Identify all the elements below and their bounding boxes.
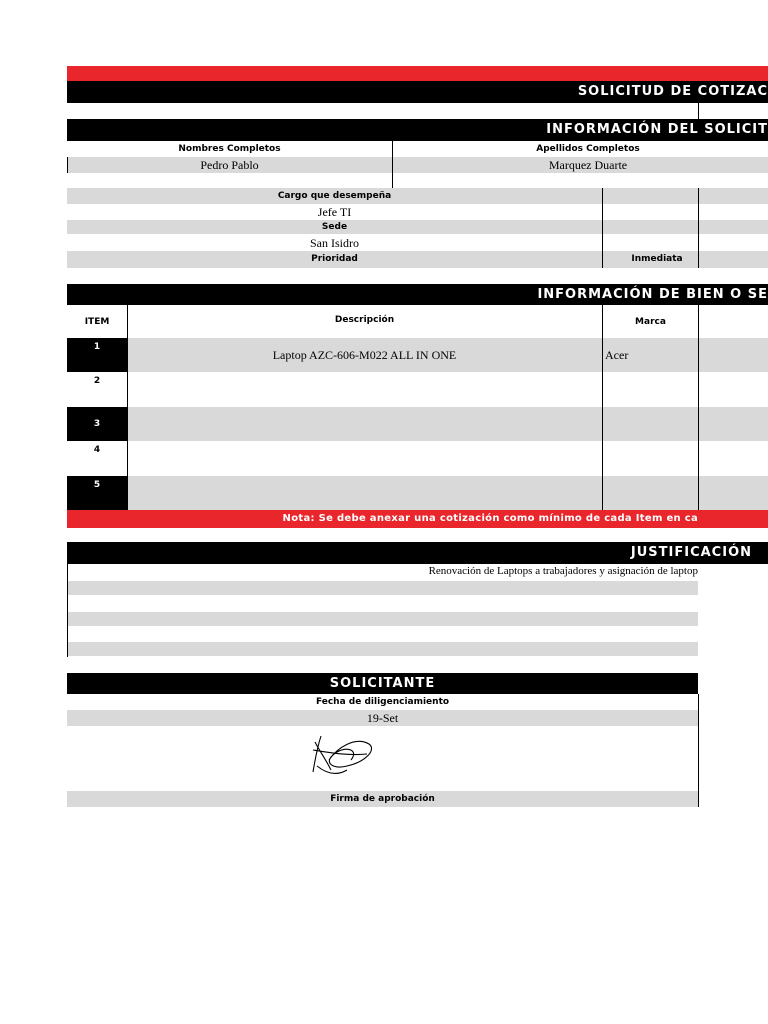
quotation-request-form <box>67 66 768 826</box>
cargo-label: Cargo que desempeña <box>277 191 392 201</box>
item-marca-field[interactable] <box>605 476 698 510</box>
signature-image <box>307 730 379 780</box>
divider <box>698 305 699 510</box>
apellidos-label: Apellidos Completos <box>536 144 640 154</box>
firma-section-title: SOLICITANTE <box>329 676 436 691</box>
apellidos-field[interactable]: Marquez Duarte <box>548 158 628 172</box>
item-marca-field[interactable] <box>605 407 698 441</box>
divider <box>698 694 699 807</box>
divider <box>127 305 128 510</box>
nombres-label: Nombres Completos <box>178 144 281 154</box>
section-header-solicitante: INFORMACIÓN DEL SOLICIT <box>67 119 768 141</box>
sede-field[interactable]: San Isidro <box>310 236 359 250</box>
item-descripcion-field[interactable] <box>127 476 602 510</box>
form-title: SOLICITUD DE COTIZAC <box>67 81 768 103</box>
item-number: 3 <box>67 407 127 441</box>
firma-label: Firma de aprobación <box>330 794 435 804</box>
prioridad-label: Prioridad <box>311 254 358 264</box>
nota-text: Nota: Se debe anexar una cotización como mínimo de cada Item en ca <box>282 513 698 524</box>
top-red-bar <box>67 66 768 81</box>
prioridad-value[interactable]: Inmediata <box>631 254 683 264</box>
divider <box>392 141 393 189</box>
item-descripcion-field[interactable]: Laptop AZC-606-M022 ALL IN ONE <box>272 348 457 362</box>
section-header-bien: INFORMACIÓN DE BIEN O SE <box>67 284 768 305</box>
divider <box>67 564 68 657</box>
item-marca-field[interactable] <box>605 441 698 475</box>
fecha-field[interactable]: 19-Set <box>366 711 399 725</box>
section-header-justificacion: JUSTIFICACIÓN <box>67 542 768 564</box>
justificacion-field[interactable]: Renovación de Laptops a trabajadores y asignación de laptop <box>428 565 698 577</box>
item-number: 2 <box>93 376 101 387</box>
col-marca-header: Marca <box>635 317 666 327</box>
divider <box>698 188 699 268</box>
nombres-field[interactable]: Pedro Pablo <box>200 158 259 172</box>
divider <box>698 103 699 119</box>
cargo-field[interactable]: Jefe TI <box>317 205 352 219</box>
justificacion-line <box>67 581 698 595</box>
justificacion-line <box>67 642 698 656</box>
col-descripcion-header: Descripción <box>334 315 395 325</box>
col-item-header: ITEM <box>84 317 110 327</box>
divider <box>602 305 603 510</box>
fecha-label: Fecha de diligenciamiento <box>315 697 450 707</box>
item-descripcion-field[interactable] <box>127 441 602 475</box>
item-marca-field[interactable]: Acer <box>605 348 629 362</box>
divider <box>602 188 603 268</box>
item-number: 4 <box>93 445 101 456</box>
justificacion-line <box>67 612 698 626</box>
item-marca-field[interactable] <box>605 372 698 406</box>
item-number: 5 <box>67 476 127 510</box>
item-descripcion-field[interactable] <box>127 407 602 441</box>
sede-label: Sede <box>321 222 348 232</box>
divider <box>67 157 68 173</box>
item-descripcion-field[interactable] <box>127 372 602 406</box>
item-number: 1 <box>67 338 127 372</box>
